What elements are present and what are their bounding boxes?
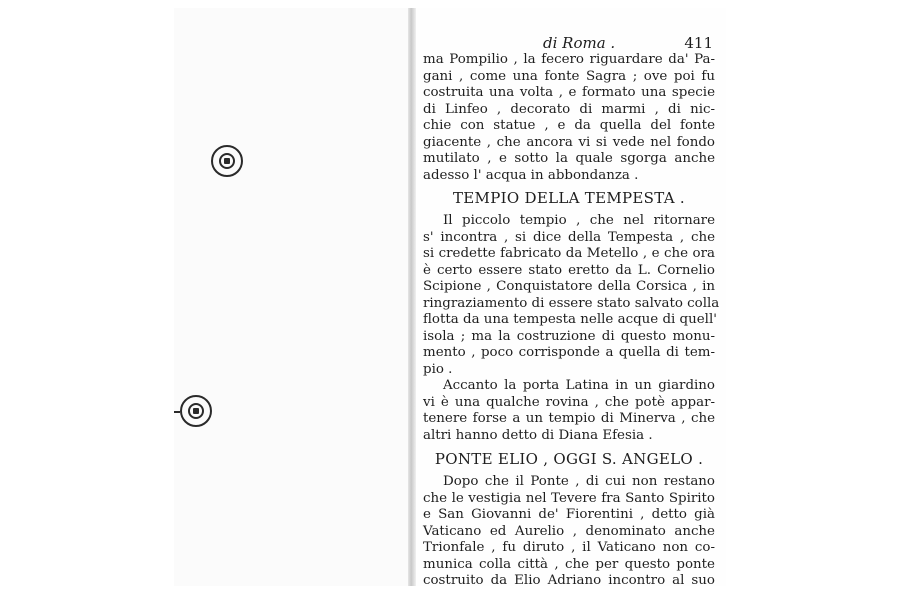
text-line: che le vestigia nel Tevere fra Santo Spirito <box>423 490 715 506</box>
text-line: costruita una volta , e formato una specie <box>423 85 715 100</box>
text-line: altri hanno detto di Diana Efesia . <box>423 427 653 443</box>
text-line: ma Pompilio , la fecero riguardare da' Pa- <box>423 52 715 67</box>
text-line: pio . <box>423 361 453 377</box>
text-line: Dopo che il Ponte , di cui non restano <box>443 474 715 489</box>
text-line: adesso l' acqua in abbondanza . <box>423 167 639 183</box>
text-line: Il piccolo tempio , che nel ritornare <box>443 213 715 228</box>
library-stamp-bottom <box>180 395 212 427</box>
text-line: chie con statue , e da quella del fonte <box>423 118 715 133</box>
text-line: si credette fabricato da Metello , e che ora <box>423 246 715 261</box>
book-gutter <box>408 8 416 586</box>
text-line: munica colla città , che per questo ponte <box>423 556 715 572</box>
page-number: 411 <box>684 34 713 52</box>
text-line: gani , come una fonte Sagra ; ove poi fu <box>423 68 715 84</box>
library-stamp-top <box>211 145 243 177</box>
section-heading-tempio: TEMPIO DELLA TEMPESTA . <box>453 189 685 207</box>
left-page <box>174 8 410 586</box>
text-line: isola ; ma la costruzione di questo monu- <box>423 328 715 344</box>
text-line: e San Giovanni de' Fiorentini , detto già <box>423 507 715 522</box>
page-header <box>423 34 713 52</box>
text-line: ringraziamento di essere stato salvato colla <box>423 295 720 311</box>
text-line: è certo essere stato eretto da L. Cornelio <box>423 262 715 278</box>
text-line: s' incontra , si dice della Tempesta , che <box>423 229 715 245</box>
text-line: Trionfale , fu diruto , il Vaticano non co- <box>423 540 715 555</box>
text-line: Vaticano ed Aurelio , denominato anche <box>423 523 715 539</box>
section-heading-ponte: PONTE ELIO , OGGI S. ANGELO . <box>434 450 704 468</box>
text-line: di Linfeo , decorato di marmi , di nic- <box>423 101 715 117</box>
text-line: flotta da una tempesta nelle acque di quell' <box>423 312 717 327</box>
text-line: giacente , che ancora vi si vede nel fondo <box>423 134 715 150</box>
text-line: vi è una qualche rovina , che potè appar- <box>423 394 715 410</box>
stamp-seal-icon <box>188 403 204 419</box>
text-line: tenere forse a un tempio di Minerva , che <box>423 411 715 426</box>
text-line: costruito da Elio Adriano incontro al suo <box>423 573 715 588</box>
stamp-seal-icon <box>219 153 235 169</box>
text-line: mutilato , e sotto la quale sgorga anche <box>423 151 715 166</box>
text-line: mento , poco corrisponde a quella di tem- <box>423 345 715 360</box>
text-line: Scipione , Conquistatore della Corsica , in <box>423 279 715 294</box>
text-line: Accanto la porta Latina in un giardino <box>443 378 715 393</box>
running-title: di Roma . <box>543 34 616 52</box>
page-text <box>423 52 720 590</box>
